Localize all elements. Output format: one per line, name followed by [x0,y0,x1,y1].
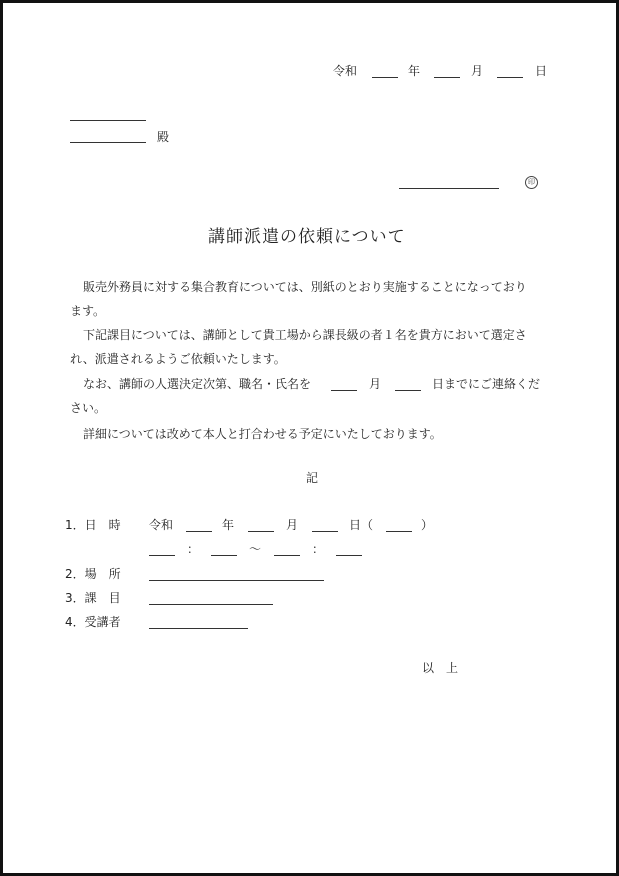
item-2-blank [149,580,324,581]
seal-mark: 印 [525,176,538,189]
body-paragraph-4: 詳細については改めて本人と打合わせる予定にいたしております。 [83,427,442,441]
item-1-era: 令和 [149,518,174,532]
start-minute-blank [211,555,237,556]
date-day-blank [497,77,523,78]
time-colon-2: ： [312,542,325,556]
body-paragraph-3-line-2: さい。 [70,401,107,415]
item-3-label: 3．課 目 [65,591,121,605]
sender-name-blank [399,188,499,189]
body-paragraph-1-line-2: ます。 [70,304,106,318]
item-1-year-blank [186,531,212,532]
body-paragraph-3-month: 月 [369,377,382,391]
item-2-label: 2．場 所 [65,567,121,581]
item-1-year: 年 [222,518,235,532]
body-paragraph-3-prefix: なお、講師の人選決定次第、職名・氏名を [83,377,312,391]
date-era: 令和 [333,64,358,78]
contact-month-blank [331,390,357,391]
time-colon-1: ： [187,542,200,556]
contact-day-blank [395,390,421,391]
date-month-label: 月 [471,64,484,78]
date-month-blank [434,77,460,78]
time-tilde: 〜 [249,542,262,556]
item-1-day: 日（ [349,518,374,532]
item-1-close-paren: ） [421,518,434,532]
body-paragraph-1-line-1: 販売外務員に対する集合教育については、別紙のとおり実施することになっており [83,280,527,294]
body-paragraph-2-line-1: 下記課目については、講師として貴工場から課長級の者１名を貴方において選定さ [83,328,527,342]
item-1-month-blank [248,531,274,532]
item-1-day-blank [312,531,338,532]
closing-ijou: 以 上 [422,661,459,675]
body-paragraph-3-suffix: 日までにご連絡くだ [432,377,541,391]
addressee-blank-2 [70,142,146,143]
ki-heading: 記 [306,471,319,485]
item-3-blank [149,604,273,605]
addressee-blank-1 [70,120,146,121]
addressee-honorific: 殿 [157,130,170,144]
item-1-label: 1．日 時 [65,518,121,532]
item-4-label: 4．受講者 [65,615,121,629]
document-title: 講師派遣の依頼について [208,227,406,247]
item-1-month: 月 [286,518,299,532]
date-year-label: 年 [408,64,421,78]
start-hour-blank [149,555,175,556]
date-year-blank [372,77,398,78]
body-paragraph-2-line-2: れ、派遣されるようご依頼いたします。 [70,352,286,366]
end-minute-blank [336,555,362,556]
item-1-weekday-blank [386,531,412,532]
item-4-blank [149,628,248,629]
end-hour-blank [274,555,300,556]
date-day-label: 日 [535,64,548,78]
